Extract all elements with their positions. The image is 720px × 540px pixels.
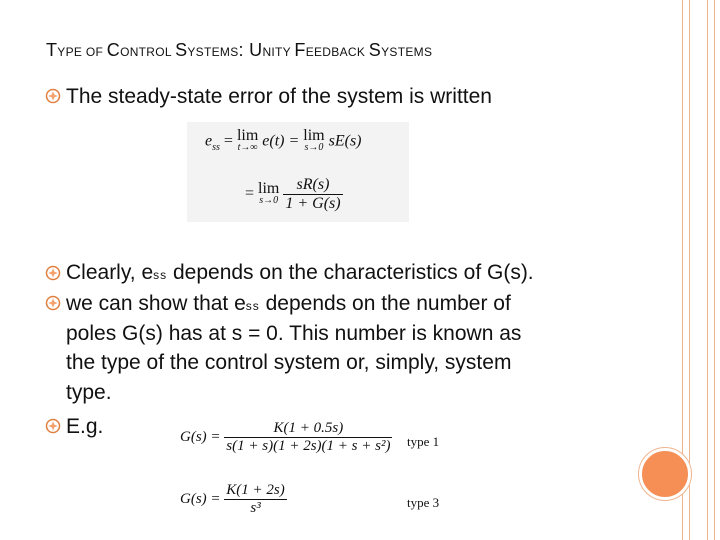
bullet-text-cont: the type of the control system or, simply, system: [66, 351, 512, 374]
example-formula-2: G(s) = $\frac{K(1 + 2s)}{\text{s³}}$: [180, 482, 285, 516]
equation-line-2: = lim s→0 $\frac{sR(s)}{1 + G(s)}$: [245, 176, 341, 212]
slide-title: TYPE OF CONTROL SYSTEMS: UNITY FEEDBACK SYSTEMS: [46, 40, 433, 60]
decor-circle: [639, 448, 691, 500]
type-label: type 1: [407, 434, 440, 449]
bullet-text-cont: poles G(s) has at s = 0. This number is known as: [66, 322, 522, 345]
bullet-text: Clearly, ess depends on the characteristics of G(s).: [66, 261, 534, 284]
decor-rail: [707, 0, 708, 540]
decor-rail: [714, 0, 715, 540]
bullet-icon: [45, 265, 61, 281]
bullet-text: we can show that ess depends on the number of: [66, 292, 511, 315]
example-formula-1: G(s) = $\frac{K(1 + 0.5s)}{\text{s(1 + s)(1 + 2s)(1 + s + s²)}}$: [180, 420, 391, 454]
bullet-text: The steady-state error of the system is written: [66, 85, 492, 108]
bullet-text: E.g.: [66, 415, 104, 438]
bullet-text-cont: type.: [66, 381, 112, 404]
bullet-icon: [45, 418, 61, 434]
type-label: type 3: [407, 495, 440, 510]
decor-rail: [689, 0, 690, 540]
equation-line-1: $e_{ss} = \lim$ t→∞ e(t) = lim s→0 sE(s): [205, 127, 362, 153]
bullet-icon: [45, 88, 61, 104]
bullet-icon: [45, 295, 61, 311]
equation-image: [187, 122, 409, 222]
